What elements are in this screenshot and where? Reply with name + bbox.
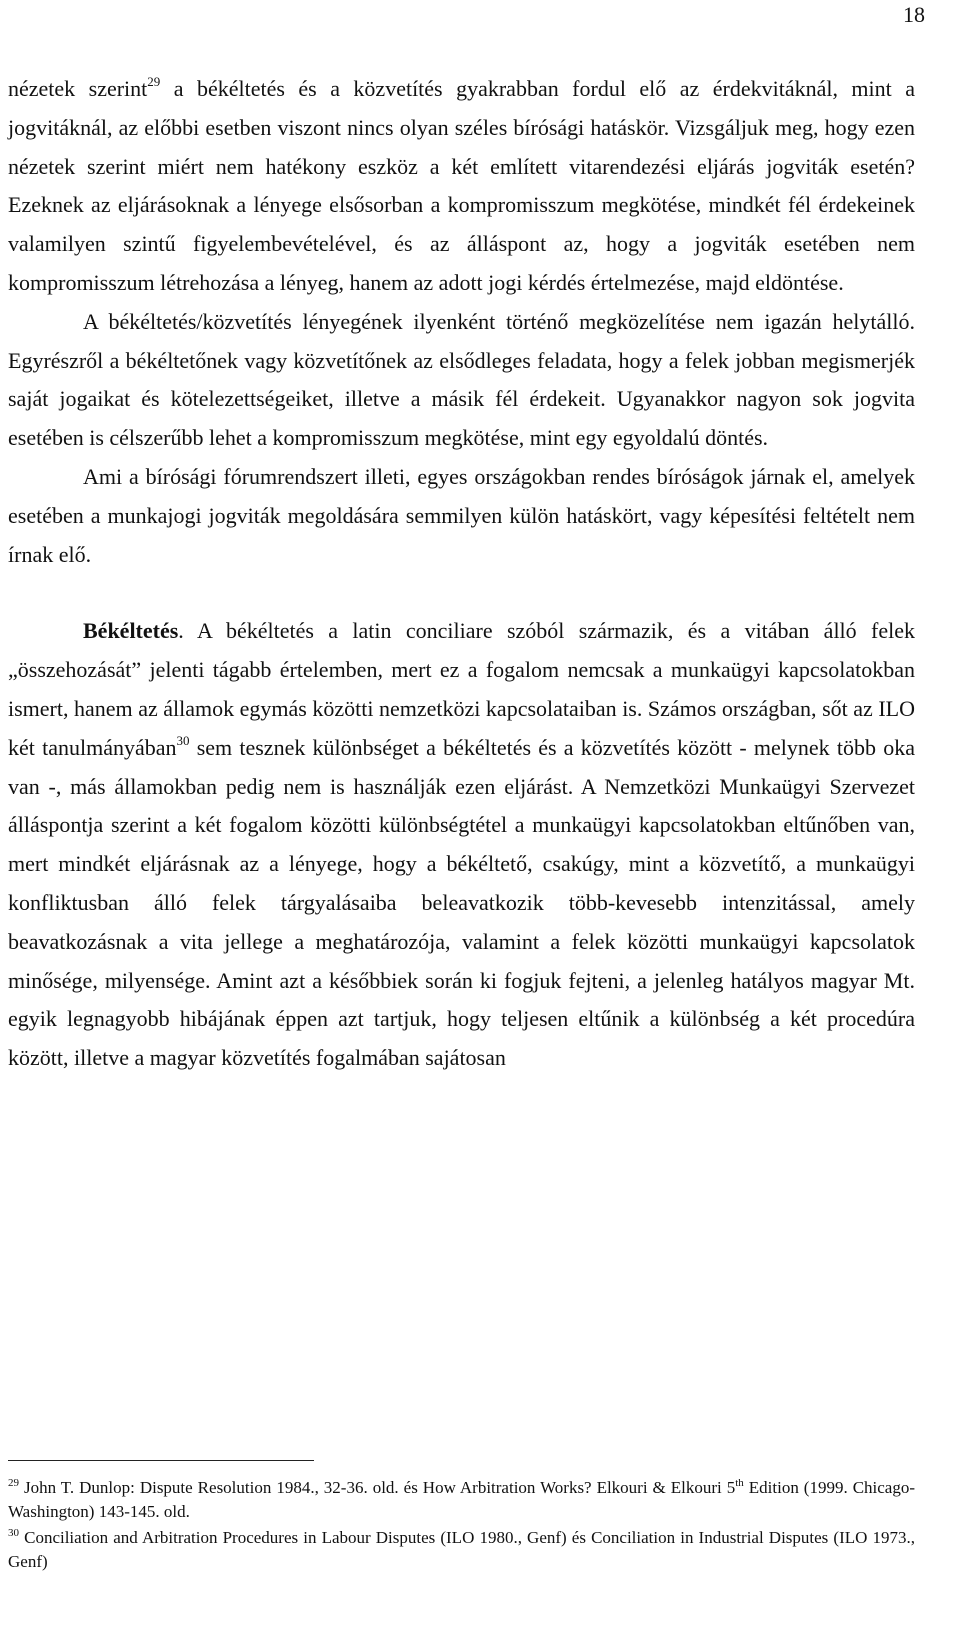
paragraph-text: A békéltetés a latin conciliare szóból származik, és a vitában álló felek „összehozását” jelenti tágabb értelemben, mert ez a fogalom nemcsak a munkaügyi kapcsolatokban ismert, hanem az államok egymás közötti nemzetközi kapcsolataiban is. Számos országban, sőt az ILO két tanulmányában (8, 618, 915, 760)
heading-dot: . (178, 618, 184, 644)
paragraph-text: sem tesznek különbséget a békéltetés és a közvetítés között - melynek több oka van -, más államokban pedig nem is használják ezen eljárást. A Nemzetközi Munkaügyi Szervezet álláspontja szerint a két fogalom közötti különbségtétel a munkaügyi kapcsolatokban eltűnőben van, mert mindkét eljárásnak az a lényege, hogy a békéltető, csakúgy, mint a közvetítő, a munkaügyi konfliktusban álló felek tárgyalásaiba beleavatkozik több-kevesebb intenzitással, amely beavatkozásnak a vita jellege a meghatározója, valamint a felek közötti munkaügyi kapcsolatok minősége, milyensége. Amint azt a későbbiek során ki fogjuk fejteni, a jelenleg hatályos magyar Mt. egyik legnagyobb hibájának éppen azt tartjuk, hogy teljesen eltűnik a különbség a két procedúra között, illetve a magyar közvetítés fogalmában sajátosan (8, 734, 915, 1071)
footnote-29 (8, 1476, 915, 1523)
footnote-ref-30[interactable]: 30 (176, 732, 190, 748)
footnote-ref-29[interactable]: 29 (147, 74, 161, 89)
document-body (8, 70, 915, 1078)
paragraph-gap (8, 574, 915, 612)
footnotes (8, 1476, 915, 1576)
footnote-number: 29 (8, 1477, 19, 1489)
footnote-text: John T. Dunlop: Dispute Resolution 1984., 32-36. old. és How Arbitration Works? Elkouri & Elkouri 5 (19, 1478, 736, 1497)
paragraph-1 (8, 70, 915, 303)
footnote-number: 30 (8, 1527, 19, 1539)
paragraph-2: A békéltetés/közvetítés lényegének ilyenként történő megközelítése nem igazán helytálló. Egyrészről a békéltetőnek vagy közvetítőnek az elsődleges feladata, hogy a felek jobban megismerjék saját jogaikat és kötelezettségeiket, illetve a másik fél érdekeit. Ugyanakkor nagyon sok jogvita esetében is célszerűbb lehet a kompromisszum megkötése, mint egy egyoldalú döntés. (8, 308, 915, 451)
section-heading-bekeltetes: Békéltetés (83, 618, 179, 644)
footnote-text: Edition (1999. Chicago-Washington) 143-145. old. (8, 1478, 916, 1521)
ordinal-suffix: th (735, 1477, 744, 1489)
paragraph-text: a békéltetés és a közvetítés gyakrabban fordul elő az érdekvitáknál, mint a jogvitáknál, az előbbi esetben viszont nincs olyan széles bírósági hatáskör. Vizsgáljuk meg, hogy ezen nézetek szerint miért nem hatékony eszköz a két említett vitarendezési eljárás jogviták esetén? Ezeknek az eljárásoknak a lényege elsősorban a kompromisszum megkötése, mindkét fél érdekeinek valamilyen szintű figyelembevételével, és az álláspont az, hogy a jogviták esetében nem kompromisszum létrehozása a lényeg, hanem az adott jogi kérdés értelmezése, majd eldöntése. (8, 76, 915, 295)
footnote-30 (8, 1526, 915, 1573)
footnote-text: Conciliation and Arbitration Procedures in Labour Disputes (ILO 1980., Genf) és Conciliation in Industrial Disputes (ILO 1973., Genf) (8, 1528, 915, 1571)
paragraph-4 (8, 612, 915, 1078)
paragraph-3: Ami a bírósági fórumrendszert illeti, egyes országokban rendes bíróságok járnak el, amelyek esetében a munkajogi jogviták megoldására semmilyen külön hatáskört, vagy képesítési feltételt nem írnak elő. (8, 463, 915, 567)
footnote-separator (8, 1460, 314, 1461)
page-number: 18 (903, 2, 925, 27)
paragraph-text: nézetek szerint (8, 76, 148, 101)
